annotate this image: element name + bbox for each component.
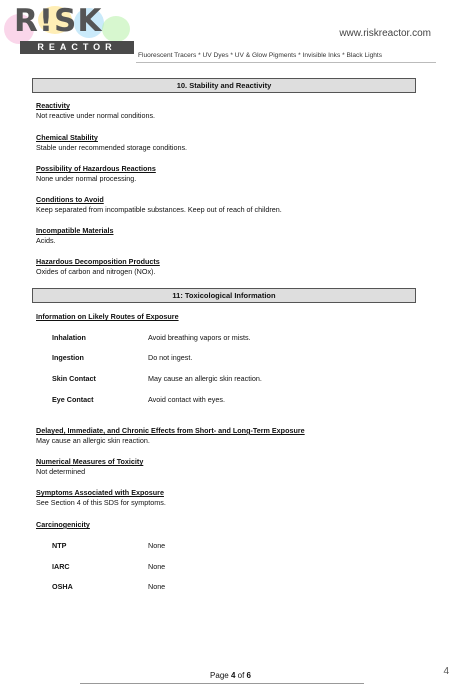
toxicity-measures-text: Not determined xyxy=(36,467,86,476)
hazardous-reactions-text: None under normal processing. xyxy=(36,174,137,183)
reactivity-heading: Reactivity xyxy=(36,101,70,110)
chemical-stability-heading: Chemical Stability xyxy=(36,133,98,142)
route-label: Ingestion xyxy=(52,353,84,362)
route-value: May cause an allergic skin reaction. xyxy=(148,374,262,383)
hazardous-reactions-heading: Possibility of Hazardous Reactions xyxy=(36,164,156,173)
chronic-effects-heading: Delayed, Immediate, and Chronic Effects from Short- and Long-Term Exposure xyxy=(36,426,305,435)
routes-of-exposure-heading: Information on Likely Routes of Exposure xyxy=(36,312,179,321)
reactivity-text: Not reactive under normal conditions. xyxy=(36,111,156,120)
route-value: Do not ingest. xyxy=(148,353,193,362)
logo-subtitle: REACTOR xyxy=(20,41,134,54)
symptoms-heading: Symptoms Associated with Exposure xyxy=(36,488,164,497)
header-divider xyxy=(136,62,436,63)
carcinogenicity-heading: Carcinogenicity xyxy=(36,520,90,529)
page-total: 6 xyxy=(246,671,251,680)
incompatible-materials-text: Acids. xyxy=(36,236,56,245)
carcinogen-agency-label: NTP xyxy=(52,541,67,550)
carcinogen-agency-label: IARC xyxy=(52,562,70,571)
conditions-to-avoid-heading: Conditions to Avoid xyxy=(36,195,104,204)
route-label: Skin Contact xyxy=(52,374,96,383)
route-value: Avoid breathing vapors or mists. xyxy=(148,333,251,342)
risk-reactor-logo xyxy=(4,4,136,60)
route-label: Eye Contact xyxy=(52,395,94,404)
page-indicator xyxy=(0,671,461,680)
section-10-title: 10. Stability and Reactivity xyxy=(32,78,416,93)
conditions-to-avoid-text: Keep separated from incompatible substances. Keep out of reach of children. xyxy=(36,205,282,214)
corner-page-number: 4 xyxy=(443,666,449,677)
symptoms-text: See Section 4 of this SDS for symptoms. xyxy=(36,498,166,507)
company-tagline: Fluorescent Tracers * UV Dyes * UV & Glow Pigments * Invisible Inks * Black Lights xyxy=(138,52,383,59)
section-11-title: 11: Toxicological Information xyxy=(32,288,416,303)
chronic-effects-text: May cause an allergic skin reaction. xyxy=(36,436,150,445)
carcinogen-agency-value: None xyxy=(148,582,166,591)
route-value: Avoid contact with eyes. xyxy=(148,395,225,404)
toxicity-measures-heading: Numerical Measures of Toxicity xyxy=(36,457,144,466)
route-label: Inhalation xyxy=(52,333,86,342)
carcinogen-agency-value: None xyxy=(148,562,166,571)
incompatible-materials-heading: Incompatible Materials xyxy=(36,226,114,235)
logo-splash-green xyxy=(102,16,130,42)
decomposition-products-heading: Hazardous Decomposition Products xyxy=(36,257,160,266)
website-url[interactable]: www.riskreactor.com xyxy=(339,28,431,39)
page-current: 4 xyxy=(230,671,236,680)
chemical-stability-text: Stable under recommended storage conditions. xyxy=(36,143,188,152)
decomposition-products-text: Oxides of carbon and nitrogen (NOx). xyxy=(36,267,156,276)
carcinogen-agency-value: None xyxy=(148,541,166,550)
carcinogen-agency-label: OSHA xyxy=(52,582,73,591)
logo-wordmark: R!SK xyxy=(14,3,103,39)
page-of: of xyxy=(235,671,247,680)
page-prefix: Page xyxy=(210,671,231,680)
